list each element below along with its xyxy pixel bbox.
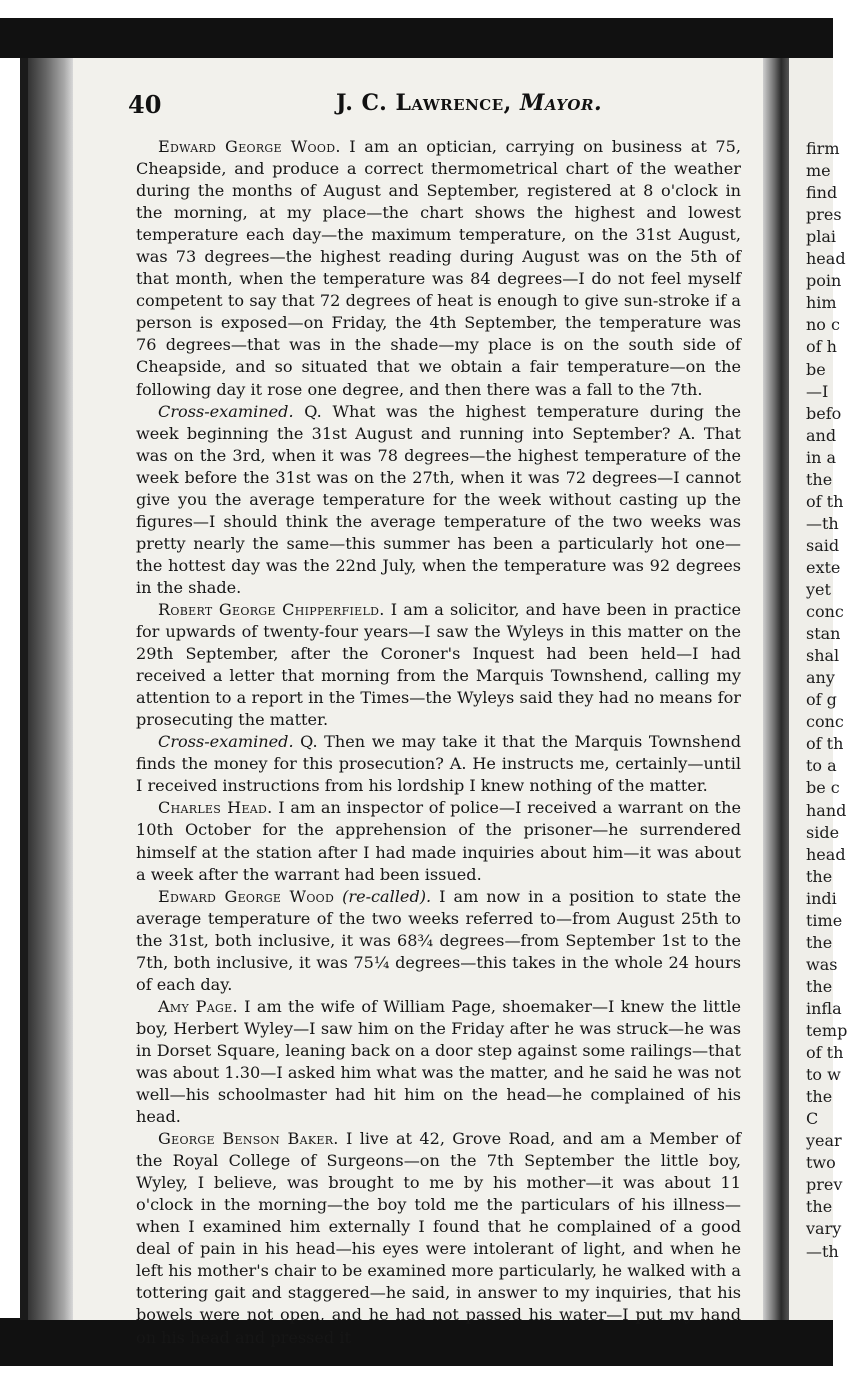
facing-page-line: no c [806,315,840,335]
facing-page-line: head [806,249,846,269]
testimony-body [136,136,741,1349]
facing-page-line: me [806,161,831,181]
testimony-paragraph [136,996,741,1128]
paragraph-text: Q. Then we may take it that the Marquis Townshend finds the money for this prosecution? A. He instructs me, certainly—until I received instructions from his lordship I knew nothing of the matter. [136,732,741,796]
page-number: 40 [128,90,162,119]
facing-page-line: head [806,844,846,864]
witness-name: Edward George Wood [158,886,335,906]
facing-page-line: exte [806,557,841,577]
facing-page-line: the [806,1087,833,1107]
facing-page-line: was [806,954,838,974]
facing-page-line: in a [806,447,837,467]
facing-page-line: year [806,1131,842,1151]
page-gutter-shadow [28,58,73,1320]
witness-name: Amy Page. [158,996,238,1016]
facing-page-line: vary [806,1219,842,1239]
facing-page-line: stan [806,624,841,644]
paragraph-text: I am an optician, carrying on business at 75, Cheapside, and produce a correct thermometrical chart of the weather during the months of August and September, registered at 8 o'clock in the morning, at my place—the chart shows the highest and lowest temperature each day—the maximum temperature, on the 31st August, was 73 degrees—the highest reading during August was on the 5th of that month, when the temperature was 84 degrees—I do not feel myself competent to say that 72 degrees of heat is enough to give sun-stroke if a person is exposed—on Friday, the 4th September, the temperature was 76 degrees—that was in the shade—my place is on the south side of Cheapside, and so situated that we obtain a fair temperature—on the following day it rose one degree, and then there was a fall to the 7th. [136,137,741,399]
facing-page-line: C [806,1109,819,1129]
facing-page-line: said [806,535,840,555]
facing-page-line: conc [806,712,844,732]
facing-page-line: —I [806,381,829,401]
facing-page-line: hand [806,800,847,820]
testimony-paragraph [136,599,741,731]
facing-page-line: prev [806,1175,843,1195]
facing-page-line: him [806,293,837,313]
facing-page-line: indi [806,888,837,908]
facing-page-line: infla [806,998,842,1018]
facing-page-line: plai [806,227,837,247]
facing-page-line: of h [806,337,837,357]
facing-page-line: of th [806,1043,844,1063]
facing-page-line: two [806,1153,836,1173]
facing-page-line: poin [806,271,842,291]
running-head-name: J. C. Lawrence, [336,90,512,116]
facing-page-line: of th [806,734,844,754]
facing-page-line: the [806,976,833,996]
facing-page-line: the [806,1197,833,1217]
facing-page-line: be c [806,778,840,798]
witness-name: Robert George Chipperfield. [158,599,385,619]
facing-page-line: pres [806,205,842,225]
paragraph-text: I am now in a position to state the average temperature of the two weeks referred to—from August 25th to the 31st, both inclusive, it was 68¾ degrees—from September 1st to the 7th, both inclusive, it was 75¼ degrees—this takes in the whole 24 hours of each day. [136,886,741,994]
facing-page-line: the [806,469,833,489]
paragraph-text: I am the wife of William Page, shoemaker—I knew the little boy, Herbert Wyley—I saw him on the Friday after he was struck—he was in Dorset Square, leaning back on a door step against some railings—that was about 1.30—I asked him what was the matter, and he said he was not well—his schoolmaster had hit him on the head—he complained of his head. [136,996,742,1127]
facing-page-fragment [789,58,847,1320]
running-head [336,90,602,116]
facing-page-line: to w [806,1065,841,1085]
recalled-label: (re-called). [334,886,432,906]
book-spine [763,58,789,1320]
page-header [128,90,758,126]
facing-page-line: the [806,866,833,886]
testimony-paragraph [136,731,741,797]
paragraph-text: Q. What was the highest temperature during the week beginning the 31st August and running into September? A. That was on the 3rd, when it was 78 degrees—the highest temperature of the week before the 31st was on the 27th, when it was 72 degrees—I cannot give you the average temperature for the week without casting up the figures—I should think the average temperature of the two weeks was pretty nearly the same—this summer has been a particularly hot one—the hottest day was the 22nd July, when the temperature was 92 degrees in the shade. [136,401,741,597]
cross-examined-label: Cross-examined. [158,732,294,752]
running-head-title: Mayor. [519,90,603,116]
witness-name: George Benson Baker. [158,1129,339,1149]
scanner-border-top [0,18,833,58]
cross-examined-label: Cross-examined. [158,401,294,421]
facing-page-line: temp [806,1021,847,1040]
testimony-paragraph [136,1128,741,1348]
facing-page-line: —th [806,1241,839,1261]
paragraph-text: I am an inspector of police—I received a warrant on the 10th October for the apprehension of the prisoner—he surrendered himself at the station after I had made inquiries about him—it was about a week after the warrant had been issued. [136,798,741,884]
facing-page-line: side [806,822,840,842]
facing-page-line: any [806,668,835,688]
witness-name: Charles Head. [158,798,273,818]
facing-page-line: the [806,932,833,952]
facing-page-line: —th [806,513,839,533]
testimony-paragraph [136,136,741,401]
facing-page-line: of th [806,491,844,511]
facing-page-line: of g [806,690,837,710]
facing-page-line: befo [806,403,842,423]
facing-page-line: firm [806,139,840,158]
paragraph-text: I live at 42, Grove Road, and am a Member of the Royal College of Surgeons—on the 7th September the little boy, Wyley, I believe, was brought to me by his mother—it was about 11 o'clock in the morning—the boy told me the particulars of his illness—when I examined him externally I found that he complained of a good deal of pain in his head—his eyes were intolerant of light, and when he left his mother's chair to be examined more particularly, he walked with a tottering gait and staggered—he said, in answer to my inquiries, that his bowels were not open, and he had not passed his water—I put my hand on his head and pressed it [136,1129,742,1347]
facing-page-line: and [806,425,837,445]
facing-page-line: to a [806,756,837,776]
witness-name: Edward George Wood. [158,137,341,156]
testimony-paragraph [136,797,741,885]
facing-page-line: conc [806,602,844,622]
testimony-paragraph [136,886,741,996]
facing-page-line: time [806,910,843,930]
facing-page-line: yet [806,580,831,599]
testimony-paragraph [136,401,741,599]
facing-page-line: shal [806,646,840,666]
paragraph-text: I am a solicitor, and have been in practice for upwards of twenty-four years—I saw the Wyleys in this matter on the 29th September, after the Coroner's Inquest had been held—I had received a letter that morning from the Marquis Townshend, calling my attention to a report in the Times—the Wyleys said they had no means for prosecuting the matter. [136,599,741,730]
facing-page-line: find [806,183,838,203]
facing-page-line: be [806,359,826,379]
